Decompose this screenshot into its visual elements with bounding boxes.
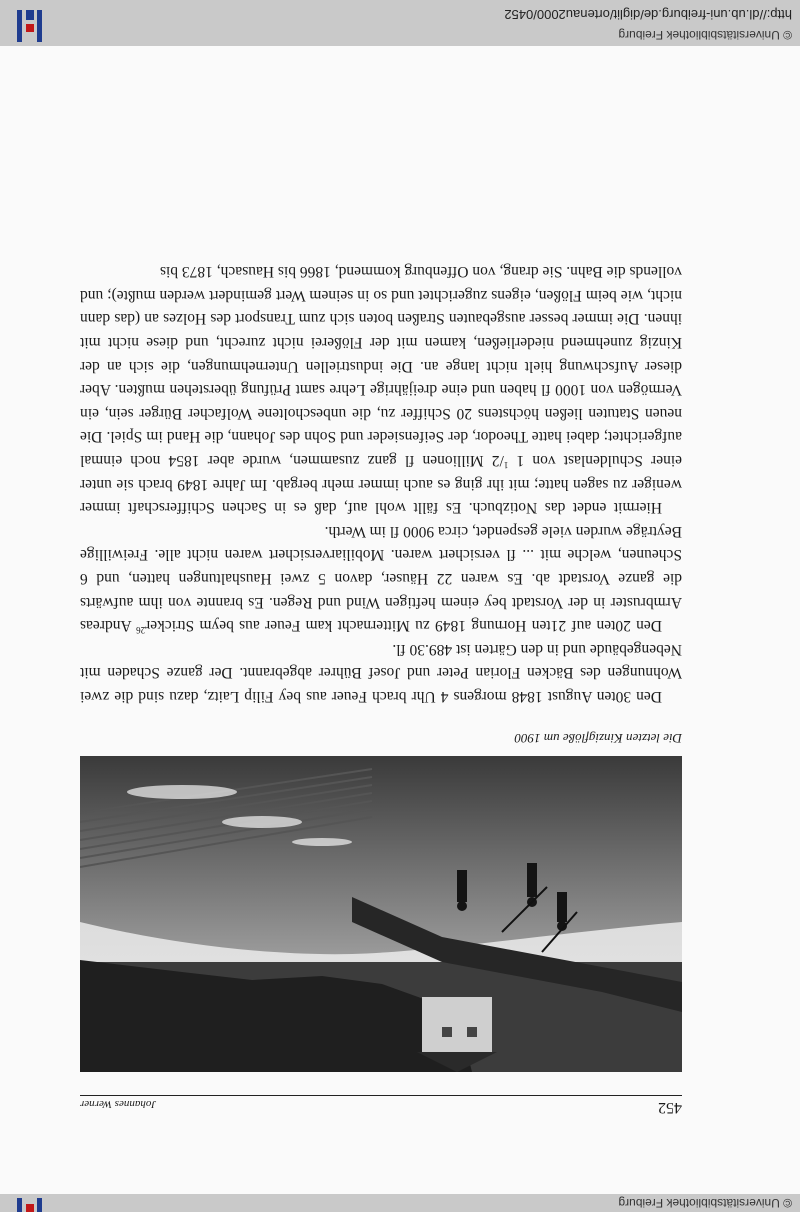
viewer-top-bar — [0, 1194, 800, 1212]
rafting-photo-icon — [80, 756, 682, 1072]
copyright-credit: © Universitätsbibliothek Freiburg — [618, 1196, 792, 1210]
paragraph-fire-1849: Den 20ten auf 21ten Hornung 1849 zu Mitternacht kam Feuer aus beym Stricker$^{26}$ Andreas Armbruster in der Vorstadt bey einem heftigen Wind und Regen. Es brannte von ihm aufwärts die ganze Vorstadt ab. Es waren 22 Häuser, davon 5 zwei Haushaltungen hatten, und 6 Scheunen, welche mit ... fl versichert waren. Mobiliarversichert waren nicht alle. Freiwillige Beyträge wurden viele gespendet, circa 9000 fl im Werth. — [79, 522, 682, 636]
copyright-credit: © Universitätsbibliothek Freiburg — [618, 28, 792, 42]
page-number: 452 — [658, 1099, 682, 1116]
historic-photo — [80, 756, 682, 1072]
library-logo-icon — [12, 8, 48, 46]
fraction-numerator: 1 — [503, 460, 509, 471]
paragraph-notebook-end: Hiermit endet das Notizbuch. Es fällt wohl auf, daß es in Sachen Schifferschaft immer weniger zu sagen hatte; mit ihr ging es auch immer mehr bergab. Im Jahre 1849 brach sie unter einer Schuldenlast von 1 $^1$/2 Millionen fl ganz zusammen, wurde aber 1854 noch einmal aufgerichtet; dabei hatte Theodor, der Seifensieder und Sohn des Johann, die Hand im Spiel. Die neuen Statuten ließen höchstens 20 Schiffer zu, die unbescholtene Wolfacher Bürger sein, ein Vermögen von 1000 fl haben und eine dreijährige Lehre samt Prüfung überstehen mußten. Aber dieser Aufschwung hielt nicht lange an. Die industriellen Unternehmungen, die sich an der Kinzig zunehmend niederließen, kamen mit der Flößerei nicht zurecht, und diese nicht mit ihnen. Die immer besser ausgebauten Straßen boten sich zum Transport des Holzes an (das dann nicht, wie beim Flößen, eigens zugerichtet und so in seinem Wert gemindert werden mußte); und vollends die Bahn. Sie drang, von Offenburg kommend, 1866 bis Hausach, 1873 bis — [80, 263, 682, 517]
paragraph-fire-1848: Den 30ten August 1848 morgens 4 Uhr brach Feuer aus bey Filip Laitz, dazu sind die zwei Wohnungen des Bäcken Florian Peter und Josef Bührer abgebrannt. Der ganze Schaden mit Nebengebäude und in den Gärten ist 489.30 fl. — [80, 640, 682, 705]
library-logo-icon — [12, 1194, 48, 1212]
page-header — [80, 1095, 682, 1116]
permalink-url[interactable]: http://dl.ub.uni-freiburg.de/diglit/ortenau2000/0452 — [504, 7, 792, 22]
footnote-marker: 26 — [136, 625, 146, 636]
viewer-footer-bar — [0, 0, 800, 46]
article-body — [80, 260, 682, 708]
photo-caption: Die letzten Kinzigflöße um 1900 — [514, 731, 682, 746]
running-head: Johannes Werner — [80, 1098, 157, 1110]
